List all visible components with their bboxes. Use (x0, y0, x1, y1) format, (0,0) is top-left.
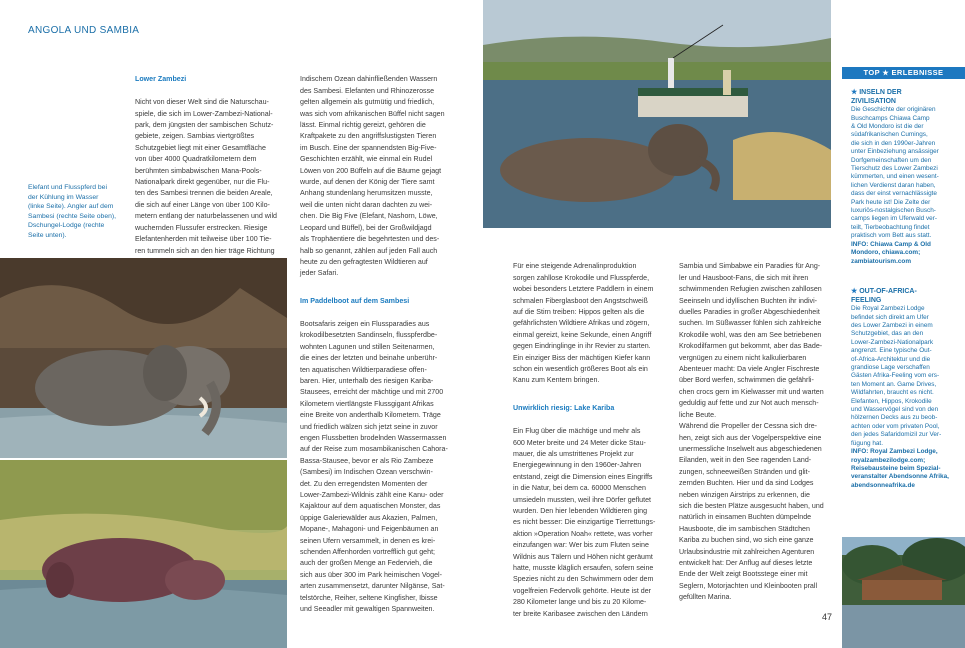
col3-body-bottom: Ein Flug über die mächtige und mehr als 600 Meter breite und 24 Meter dicke Stau- mauer, die als umstrittenes Projekt zur Energiegewinnung in den 1960er-Jahren entstand, zeigt die Dimension eines Eingriffs in die Natur, bei dem ca. 60000 Menschen umsiedeln mussten, weil ihre Dörfer geflutet wurden. Den hier lebenden Wildtieren ging es nicht besser: Die einzigartige Tierrettungs- aktion »Operation Noah« rettete, was vorher einzufangen war: Wer bis zum Fluten seine Wildnis aus Tälern und Höhen nicht geräumt hatte, musste kläglich ersaufen, sofern seine Spezies nicht zu den Schwimmern oder dem vogelfreien Federvolk gehörte. Heute ist der 280 Kilometer lange und bis zu 20 Kilome- ter breite Karibasee zwischen den Ländern (513, 427, 656, 618)
col2-body-top: Indischem Ozean dahinfließenden Wassern des Sambesi. Elefanten und Rhinozerosse gelten allgemein als gutmütig und friedlich, was sich vom afrikanischen Büffel nicht sagen lässt. Einmal richtig gereizt, gehören die Kraftpakete zu den angriffslustigsten Tieren im Busch. Eine der spannendsten Big-Five- Geschichten erzählt, wie einmal ein Rudel Löwen von 200 Büffeln auf die Bäume gejagt wurde, auf denen der König der Tiere samt Anhang stundenlang herumsitzen musste, weil die unten nicht daran dachten zu wei- chen. Die Big Five (Elefant, Nashorn, Löwe, Leopard und Büffel), bei der Großwildjagd als Trophäentiere die begehrtesten und des- halb so genannt, zählen auf jeden Fall auch heute zu den gefragtesten Wildtieren auf jeder Safari. (300, 75, 445, 278)
col3-body-top: Für eine steigende Adrenalinproduktion sorgen zahllose Krokodile und Flusspferde, wobei besonders Letztere Paddlern in einem schmalen Fiberglasboot den Angstschweiß auf die Stirn treiben: Hippos gelten als die gefährlichsten Wildtiere Afrikas und zögern, einmal gereizt, keine Sekunde, einen Angriff gegen Eindringlinge in ihr Revier zu starten. Ein einziger Biss der mächtigen Kiefer kann schon ein wesentlich größeres Boot als ein Kanu zum Kentern bringen. (513, 262, 654, 385)
column-4 (679, 250, 839, 615)
hippo-image (0, 460, 287, 648)
lodge-image (842, 525, 965, 648)
sidebar-item-info: INFO: Chiawa Camp & Old Mondoro, chiawa.com; zambiatourism.com (851, 240, 931, 265)
sidebar-header (842, 67, 965, 79)
heading-lower-zambezi: Lower Zambezi (135, 75, 187, 84)
sidebar-item-out-of-africa (851, 288, 963, 490)
sidebar-item-inseln (851, 89, 963, 266)
sidebar-item-title: ★ OUT-OF-AFRICA- FEELING (851, 288, 917, 304)
star-icon: ★ (851, 288, 860, 295)
section-header: ANGOLA UND SAMBIA (28, 25, 140, 36)
star-icon: ★ (851, 89, 860, 96)
sidebar-item-text: Die Royal Zambezi Lodge befindet sich direkt am Ufer des Lower Zambezi in einem Schutzgebiet, das an den Lower-Zambezi-Nationalpark angrenzt. Eine typische Out- of-Africa-Architektur und die grandiose Lage verschaffen Gästen Afrika-Feeling vom ers- ten Moment an. Game Drives, Wildfahrten, braucht es nicht. Elefanten, Hippos, Krokodile und Wasservögel sind von den hölzernen Decks aus zu beob- achten oder vom privaten Pool, den jedes Safaridomizil zur Ver- fügung hat. (851, 305, 942, 447)
col4-body: Sambia und Simbabwe ein Paradies für Ang- ler und Hausboot-Fans, die sich mit ihren schwimmenden Refugien zwischen zahllosen Seeinseln und idyllischen Buchten ihr indivi- duelles Paradies in großer Abgeschiedenheit suchen. Im Süßwasser fühlen sich zahlreiche Krokodile wohl, was den am See betriebenen Krokodilfarmen gut bekommt, aber das Bade- vergnügen zu einem nicht kalkulierbaren Abenteuer macht: Da viele Angler Fischreste über Bord werfen, schwimmen die gefährli- chen crocs gern im Kielwasser mit und warten geduldig auf fette und zur Not auch mensch- liche Beute. Während die Propeller der Cessna sich dre- hen, zeigt sich aus der Vogelperspektive eine unermessliche Inselwelt aus abgeschiedenen Eilanden, weit in den See ragenden Land- zungen, schneeweißen Stränden und glit- zernden Buchten. Hier und da sind Lodges neben winzigen Airstrips zu erkennen, die sich die besten Plätze ausgesucht haben, und natürlich in einsamen Buchten dümpelnde Hausboote, die im sambischen Städtchen Kariba zu buchen sind, wo sich eine ganze Urlaubsindustrie mit zahlreichen Agenturen entwickelt hat: Der Anflug auf dieses letzte Ende der Welt zeigt Bootsstege einer mit Seglern, Motorjachten und Kleinbooten prall gefüllten Marina. (679, 262, 824, 602)
heading-paddelboot: Im Paddelboot auf dem Sambesi (300, 297, 410, 306)
page-number: 47 (821, 612, 832, 622)
column-1 (135, 63, 290, 268)
sidebar-item-title: ★ INSELN DER ZIVILISATION (851, 89, 902, 105)
star-icon: ★ (882, 70, 890, 77)
sidebar-header-top: TOP (863, 68, 880, 77)
lodge-photo (842, 525, 965, 648)
sidebar-item-info: INFO: Royal Zambezi Lodge, royalzambezilodge.com; Reisebausteine beim Spezial- veranstalter Abendsonne Afrika, abendsonneafrika.de (851, 448, 949, 489)
elephant-photo (0, 258, 287, 458)
heading-lake-kariba: Unwirklich riesig: Lake Kariba (513, 404, 615, 413)
elephant-in-water-image (0, 258, 287, 458)
sidebar-item-text: Die Geschichte der originären Buschcamps Chiawa Camp & Old Mondoro ist die der südafrikanischen Cumings, die sich in den 1990er-Jahren unter Einbeziehung ansässiger Dorfgemeinschaften um den Tierschutz des Lower Zambezi kümmerten, und einen wesent- lichen Verdienst daran haben, dass der einst vernachlässigte Park heute ist! Die Zelte der luxuriös-nostalgischen Busch- camps liegen im Uferwald ver- teilt, Tierbeobachtung findet praktisch vom Bett aus statt. (851, 106, 939, 240)
column-3 (513, 250, 673, 631)
angler-elephant-photo (483, 0, 831, 228)
sidebar-header-rest: ERLEBNISSE (891, 68, 944, 77)
column-2 (300, 63, 460, 627)
hippo-photo (0, 460, 287, 648)
zambezi-angler-image (483, 0, 831, 228)
top-erlebnisse-sidebar (842, 67, 965, 537)
col1-body: Nicht von dieser Welt sind die Naturschau- spiele, die sich im Lower-Zambezi-National- park, dem jüngsten der sambischen Schutz- gebiete, zeigen. Sambias viertgrößtes Schutzgebiet liegt mit einer Gesamtfläche von über 4000 Quadratkilometern dem berühmten simbabwischen Mana-Pools- Nationalpark direkt gegenüber, nur die Flu- ten des Sambesi trennen die beiden Areale, die sich auf einer Länge von über 100 Kilo- metern entlang der naturbelassenen und wild wuchernden Flussufer erstrecken. Riesige Elefantenherden mit teilweise über 100 Tie- ren tummeln sich an den hier träge Richtung (135, 98, 277, 255)
photo-caption: Elefant und Flusspferd bei der Kühlung im Wasser (linke Seite). Angler auf dem Sambesi (rechte Seite oben), Dschungel-Lodge (rechte Seite unten). (28, 184, 117, 239)
col2-body-bottom: Bootsafaris zeigen ein Flussparadies aus krokodilbesetzten Sandinseln, flusspferdbe- wohnten Lagunen und stillen Seitenarmen, die eines der letzten und beinahe unberühr- ten aquatischen Wildtierparadiese offen- baren. Hier, unterhalb des riesigen Kariba- Stausees, erreicht der mächtige und mit 2700 Kilometern viertlängste Flussgigant Afrikas eine Breite von anderthalb Kilometern. Träge und friedlich wälzen sich jetzt seine in zuvor engen Flussbetten brodelnden Wassermassen auf der Reise zum mosambikanischen Cahora- Bassa-Stausee, bevor er als Rio Zambeze (Sambesi) im Indischen Ozean verschwin- det. Zu den erregendsten Momenten der Lower-Zambezi-Wildnis zählt eine Kanu- oder Kajaktour auf dem aquatischen Monster, das üppige Galeriewälder aus Akazien, Palmen, Mopane-, Mahagoni- und Feigenbäumen an seinen Ufern versammelt, in denen es krei- schenden Affenhorden vortrefflich gut geht; auch der großen Menge an Federvieh, die sich aus über 300 im Park heimischen Vogel- arten zusammensetzt, darunter Nilgänse, Sat- telstörche, Reiher, seltene Kingfisher, Ibisse und Seeadler mit gewaltigen Spannweiten. (300, 319, 448, 614)
